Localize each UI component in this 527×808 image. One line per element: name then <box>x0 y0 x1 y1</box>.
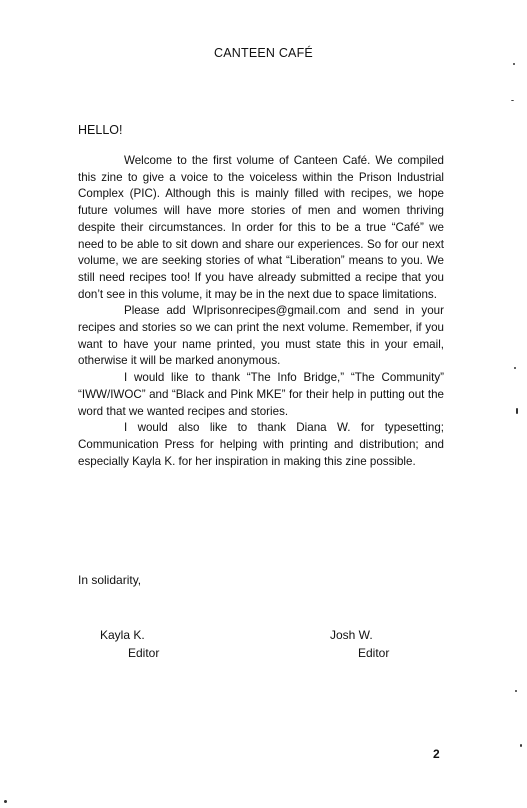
scan-speck <box>516 408 518 414</box>
paragraph-submissions: Please add WIprisonrecipes@gmail.com and send in your recipes and stories so we can print the next volume. Remember, if you want to have your name printed, you must state this in your email, otherwise it will be marked anonymous. <box>78 304 444 368</box>
greeting: HELLO! <box>78 123 123 137</box>
scan-speck <box>514 367 516 369</box>
page-number: 2 <box>433 747 440 761</box>
scan-speck <box>511 100 514 101</box>
paragraph-thanks-people: I would also like to thank Diana W. for typesetting; Communication Press for helping with printing and distribution; and especially Kayla K. for her inspiration in making this zine possible. <box>78 421 444 468</box>
signature-right <box>330 626 389 662</box>
signature-role: Editor <box>128 646 160 660</box>
signature-name: Josh W. <box>330 628 373 642</box>
paragraph-welcome: Welcome to the first volume of Canteen Café. We compiled this zine to give a voice to the voiceless within the Prison Industrial Complex (PIC). Although this is mainly filled with recipes, we hope future volumes will have more stories of men and women thriving despite their circumstances. In order for this to be a true “Café” we need to be able to sit down and share our experiences. So for our next volume, we are seeking stories of what “Liberation” means to you. We still need recipes too! If you have already submitted a recipe that you don’t see in this volume, it may be in the next due to space limitations. <box>78 154 444 301</box>
signature-role: Editor <box>358 646 390 660</box>
scan-speck <box>515 690 517 692</box>
scan-speck <box>520 744 522 747</box>
page-title: CANTEEN CAFÉ <box>214 46 313 60</box>
paragraph-thanks-groups: I would like to thank “The Info Bridge,” “The Community” “IWW/IWOC” and “Black and Pink MKE” for their help in putting out the word that we wanted recipes and stories. <box>78 371 444 418</box>
scan-speck <box>513 63 515 65</box>
letter-body <box>78 153 444 470</box>
scan-speck <box>4 800 7 803</box>
signature-name: Kayla K. <box>100 628 145 642</box>
closing: In solidarity, <box>78 573 142 587</box>
signature-left <box>100 626 159 662</box>
